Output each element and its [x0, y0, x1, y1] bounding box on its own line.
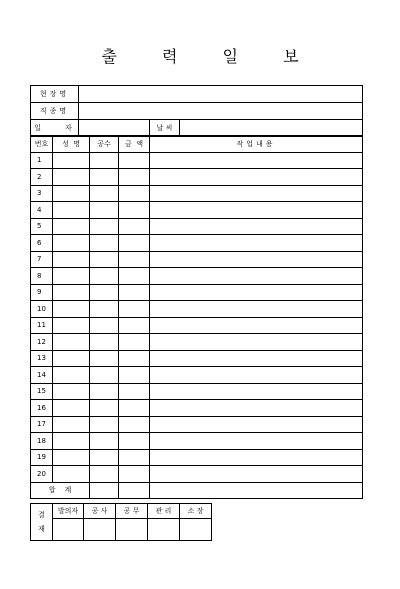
work-content-cell[interactable] — [150, 383, 363, 400]
work-content-cell[interactable] — [150, 218, 363, 235]
amount-cell[interactable] — [119, 301, 150, 318]
row-number: 5 — [31, 218, 53, 235]
row-number: 6 — [31, 235, 53, 252]
work-content-cell[interactable] — [150, 152, 363, 169]
table-row — [31, 449, 363, 466]
name-cell[interactable] — [53, 152, 90, 169]
workdays-cell[interactable] — [90, 433, 119, 450]
work-content-cell[interactable] — [150, 301, 363, 318]
column-header-row — [31, 136, 363, 153]
col-header-work-content: 작업내용 — [150, 136, 363, 153]
work-content-cell[interactable] — [150, 400, 363, 417]
work-content-cell[interactable] — [150, 235, 363, 252]
row-number: 7 — [31, 251, 53, 268]
table-row — [31, 367, 363, 384]
sign-cell-construction[interactable] — [84, 519, 116, 541]
row-number: 18 — [31, 433, 53, 450]
workdays-cell[interactable] — [90, 202, 119, 219]
table-row — [31, 185, 363, 202]
table-row — [31, 235, 363, 252]
workdays-cell[interactable] — [90, 383, 119, 400]
name-cell[interactable] — [53, 350, 90, 367]
table-row — [31, 301, 363, 318]
workdays-cell[interactable] — [90, 367, 119, 384]
job-type-field[interactable] — [79, 103, 363, 120]
workdays-cell[interactable] — [90, 466, 119, 483]
name-cell[interactable] — [53, 169, 90, 186]
sign-cell-initiator[interactable] — [53, 519, 84, 541]
row-number: 16 — [31, 400, 53, 417]
workdays-cell[interactable] — [90, 251, 119, 268]
amount-cell[interactable] — [119, 202, 150, 219]
row-number: 17 — [31, 416, 53, 433]
role-construction: 공 사 — [84, 504, 116, 519]
table-row — [31, 334, 363, 351]
table-row — [31, 202, 363, 219]
amount-cell[interactable] — [119, 466, 150, 483]
weather-label: 날 씨 — [150, 120, 180, 137]
name-cell[interactable] — [53, 284, 90, 301]
workdays-cell[interactable] — [90, 152, 119, 169]
date-row — [31, 120, 363, 137]
amount-cell[interactable] — [119, 152, 150, 169]
approval-label-bottom: 재 — [38, 525, 45, 533]
col-header-number: 번호 — [31, 136, 53, 153]
work-content-cell[interactable] — [150, 185, 363, 202]
table-row — [31, 152, 363, 169]
col-header-name: 성 명 — [53, 136, 90, 153]
site-name-row — [31, 86, 363, 103]
name-cell[interactable] — [53, 416, 90, 433]
role-site-manager: 소 장 — [180, 504, 212, 519]
table-row — [31, 251, 363, 268]
amount-cell[interactable] — [119, 433, 150, 450]
work-content-cell[interactable] — [150, 367, 363, 384]
name-cell[interactable] — [53, 400, 90, 417]
name-cell[interactable] — [53, 383, 90, 400]
amount-cell[interactable] — [119, 251, 150, 268]
amount-cell[interactable] — [119, 367, 150, 384]
name-cell[interactable] — [53, 301, 90, 318]
workdays-cell[interactable] — [90, 449, 119, 466]
workdays-cell[interactable] — [90, 350, 119, 367]
name-cell[interactable] — [53, 334, 90, 351]
name-cell[interactable] — [53, 367, 90, 384]
row-number: 19 — [31, 449, 53, 466]
approval-table — [30, 503, 212, 541]
amount-cell[interactable] — [119, 334, 150, 351]
workdays-cell[interactable] — [90, 334, 119, 351]
approval-sign-row — [31, 519, 212, 541]
amount-cell[interactable] — [119, 449, 150, 466]
name-cell[interactable] — [53, 317, 90, 334]
amount-cell[interactable] — [119, 350, 150, 367]
work-content-cell[interactable] — [150, 433, 363, 450]
name-cell[interactable] — [53, 185, 90, 202]
table-row — [31, 169, 363, 186]
work-content-cell[interactable] — [150, 317, 363, 334]
table-row — [31, 350, 363, 367]
total-label: 합 계 — [31, 482, 90, 499]
amount-cell[interactable] — [119, 383, 150, 400]
total-row — [31, 482, 363, 499]
table-row — [31, 284, 363, 301]
table-row — [31, 400, 363, 417]
row-number: 9 — [31, 284, 53, 301]
workdays-cell[interactable] — [90, 185, 119, 202]
date-field[interactable] — [79, 120, 150, 137]
page-title: 출 력 일 보 — [101, 47, 319, 66]
row-number: 15 — [31, 383, 53, 400]
workdays-cell[interactable] — [90, 235, 119, 252]
workdays-cell[interactable] — [90, 317, 119, 334]
approval-header-row — [31, 504, 212, 519]
job-type-row — [31, 103, 363, 120]
col-header-workdays: 공수 — [90, 136, 119, 153]
total-work-content-cell[interactable] — [150, 482, 363, 499]
row-number: 20 — [31, 466, 53, 483]
header-info-table — [30, 85, 363, 137]
sign-cell-admin-affairs[interactable] — [116, 519, 148, 541]
workdays-cell[interactable] — [90, 416, 119, 433]
weather-field[interactable] — [180, 120, 363, 137]
name-cell[interactable] — [53, 251, 90, 268]
sign-cell-site-manager[interactable] — [180, 519, 212, 541]
name-cell[interactable] — [53, 235, 90, 252]
table-row — [31, 218, 363, 235]
work-content-cell[interactable] — [150, 169, 363, 186]
row-number: 4 — [31, 202, 53, 219]
row-number: 12 — [31, 334, 53, 351]
amount-cell[interactable] — [119, 400, 150, 417]
date-label: 일 자 — [31, 120, 79, 137]
site-name-label: 현장명 — [31, 86, 79, 103]
role-admin-affairs: 공 무 — [116, 504, 148, 519]
work-content-cell[interactable] — [150, 416, 363, 433]
workdays-cell[interactable] — [90, 218, 119, 235]
work-content-cell[interactable] — [150, 202, 363, 219]
name-cell[interactable] — [53, 433, 90, 450]
workdays-cell[interactable] — [90, 400, 119, 417]
name-cell[interactable] — [53, 218, 90, 235]
work-content-cell[interactable] — [150, 251, 363, 268]
total-amount-cell[interactable] — [119, 482, 150, 499]
work-content-cell[interactable] — [150, 268, 363, 285]
table-row — [31, 317, 363, 334]
amount-cell[interactable] — [119, 218, 150, 235]
row-number: 11 — [31, 317, 53, 334]
total-workdays-cell[interactable] — [90, 482, 119, 499]
work-content-cell[interactable] — [150, 350, 363, 367]
amount-cell[interactable] — [119, 416, 150, 433]
amount-cell[interactable] — [119, 284, 150, 301]
row-number: 10 — [31, 301, 53, 318]
row-number: 2 — [31, 169, 53, 186]
row-number: 14 — [31, 367, 53, 384]
row-number: 8 — [31, 268, 53, 285]
name-cell[interactable] — [53, 449, 90, 466]
row-number: 1 — [31, 152, 53, 169]
col-header-amount: 금 액 — [119, 136, 150, 153]
amount-cell[interactable] — [119, 317, 150, 334]
worker-table — [30, 135, 363, 499]
amount-cell[interactable] — [119, 235, 150, 252]
amount-cell[interactable] — [119, 185, 150, 202]
amount-cell[interactable] — [119, 268, 150, 285]
table-row — [31, 383, 363, 400]
job-type-label: 직종명 — [31, 103, 79, 120]
workdays-cell[interactable] — [90, 268, 119, 285]
role-management: 관 리 — [148, 504, 180, 519]
name-cell[interactable] — [53, 202, 90, 219]
table-row — [31, 416, 363, 433]
workdays-cell[interactable] — [90, 284, 119, 301]
name-cell[interactable] — [53, 466, 90, 483]
work-content-cell[interactable] — [150, 449, 363, 466]
name-cell[interactable] — [53, 268, 90, 285]
sign-cell-management[interactable] — [148, 519, 180, 541]
approval-label — [31, 504, 53, 541]
workdays-cell[interactable] — [90, 301, 119, 318]
work-content-cell[interactable] — [150, 466, 363, 483]
site-name-field[interactable] — [79, 86, 363, 103]
row-number: 3 — [31, 185, 53, 202]
role-initiator: 발의자 — [53, 504, 84, 519]
table-row — [31, 433, 363, 450]
workdays-cell[interactable] — [90, 169, 119, 186]
row-number: 13 — [31, 350, 53, 367]
work-content-cell[interactable] — [150, 284, 363, 301]
approval-label-top: 결 — [38, 511, 45, 519]
work-content-cell[interactable] — [150, 334, 363, 351]
amount-cell[interactable] — [119, 169, 150, 186]
table-row — [31, 268, 363, 285]
table-row — [31, 466, 363, 483]
